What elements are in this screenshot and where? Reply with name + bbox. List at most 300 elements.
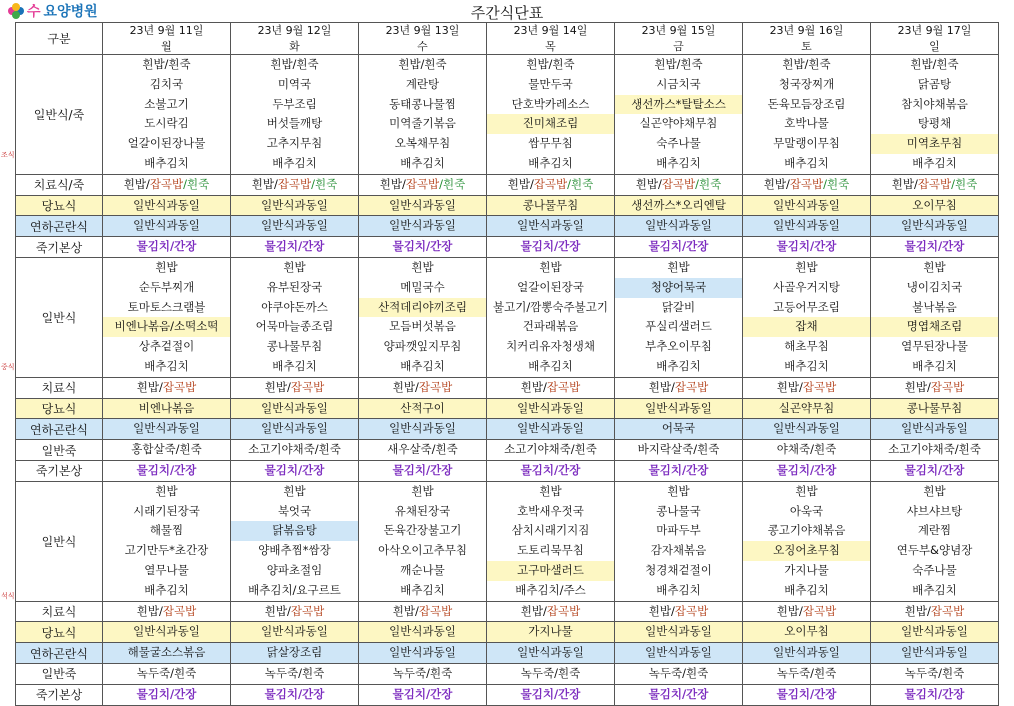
menu-row (0, 643, 999, 664)
menu-item: 야채죽/흰죽 (776, 442, 837, 457)
menu-row (0, 684, 999, 705)
day-date: 23년 9월 17일 (897, 24, 972, 37)
menu-item: 흰밥 (155, 483, 178, 498)
menu-item: 물김치/간장 (904, 239, 965, 254)
day-weekday: 수 (417, 39, 428, 53)
menu-cell (231, 440, 359, 461)
menu-item: 실곤약무침 (778, 400, 835, 415)
menu-item: 소고기야채죽/흰죽 (504, 442, 597, 457)
menu-item: 홍합살죽/흰죽 (131, 442, 202, 457)
menu-cell (871, 419, 999, 440)
menu-cell (103, 440, 231, 461)
menu-item: 잡채 (743, 317, 870, 337)
menu-item: 흰밥/잡곡밥 (392, 379, 453, 394)
menu-cell (871, 684, 999, 705)
menu-item: 해물찜 (149, 523, 184, 538)
day-date: 23년 9월 11일 (129, 24, 204, 37)
menu-item: 녹두죽/흰죽 (520, 665, 581, 680)
menu-item: 일반식과동일 (773, 645, 840, 660)
menu-item: 흰밥/흰죽 (782, 57, 831, 71)
menu-cell (743, 216, 871, 237)
menu-item: 일반식과동일 (517, 400, 584, 415)
menu-item: 생선까스*오리엔탈 (631, 197, 726, 212)
menu-row (0, 257, 999, 377)
menu-cell (103, 481, 231, 601)
menu-item: 도토리묵무침 (517, 543, 584, 558)
menu-cell (871, 601, 999, 622)
row-category: 일반죽 (16, 663, 103, 684)
menu-cell (231, 216, 359, 237)
menu-cell (743, 663, 871, 684)
menu-item: 배추김치 (272, 155, 317, 170)
menu-cell (615, 174, 743, 195)
menu-item: 배추김치 (144, 582, 189, 597)
menu-item: 물김치/간장 (776, 686, 837, 701)
menu-item: 물김치/간장 (136, 686, 197, 701)
menu-item: 불낙볶음 (912, 299, 957, 314)
menu-item: 일반식과동일 (773, 421, 840, 436)
menu-item: 일반식과동일 (133, 421, 200, 436)
row-category: 일반죽 (16, 440, 103, 461)
menu-item: 미역줄기볶음 (389, 116, 456, 131)
menu-item: 흰밥/잡곡밥 (776, 603, 837, 618)
menu-row (0, 601, 999, 622)
menu-cell (743, 643, 871, 664)
menu-cell (359, 377, 487, 398)
menu-item: 녹두죽/흰죽 (392, 665, 453, 680)
menu-cell (743, 622, 871, 643)
menu-item: 배추김치 (912, 358, 957, 373)
menu-cell (615, 622, 743, 643)
menu-item: 일반식과동일 (389, 624, 456, 639)
menu-item: 쌈무무침 (528, 136, 573, 151)
menu-item: 녹두죽/흰죽 (776, 665, 837, 680)
day-date: 23년 9월 14일 (513, 24, 588, 37)
menu-item: 물만두국 (528, 76, 573, 91)
menu-item: 흰밥/잡곡밥 (392, 603, 453, 618)
menu-item: 흰밥 (795, 483, 818, 498)
menu-cell (103, 398, 231, 419)
menu-cell (487, 622, 615, 643)
menu-item: 배추김치 (528, 358, 573, 373)
menu-item: 가지나물 (784, 562, 829, 577)
menu-cell (743, 377, 871, 398)
menu-item: 흰밥 (283, 483, 306, 498)
menu-item: 양파초절임 (266, 562, 323, 577)
menu-item: 진미채조림 (487, 114, 614, 134)
row-category: 치료식/죽 (16, 174, 103, 195)
menu-cell (487, 481, 615, 601)
menu-cell (103, 195, 231, 216)
menu-item: 모듬버섯볶음 (389, 319, 456, 334)
row-category: 치료식 (16, 601, 103, 622)
menu-cell (359, 216, 487, 237)
menu-item: 유부된장국 (266, 279, 323, 294)
menu-cell (615, 440, 743, 461)
menu-cell (359, 398, 487, 419)
menu-item: 비엔나볶음/소떡소떡 (103, 317, 230, 337)
menu-cell (743, 55, 871, 175)
menu-cell (615, 643, 743, 664)
menu-item: 계란찜 (917, 523, 952, 538)
menu-item: 일반식과동일 (901, 421, 968, 436)
menu-item: 고구마샐러드 (487, 561, 614, 581)
menu-item: 흰밥/잡곡밥 (776, 379, 837, 394)
menu-row (0, 377, 999, 398)
menu-item: 계란탕 (405, 76, 440, 91)
menu-cell (743, 684, 871, 705)
menu-cell (615, 460, 743, 481)
menu-item: 배추김치/주스 (515, 582, 586, 597)
menu-item: 녹두죽/흰죽 (904, 665, 965, 680)
menu-cell (871, 195, 999, 216)
logo-text-su: 수 (27, 4, 41, 20)
menu-item: 고등어무조림 (773, 299, 840, 314)
menu-item: 일반식과동일 (133, 197, 200, 212)
menu-item: 부추오이무침 (645, 339, 712, 354)
weekly-menu-table (0, 22, 999, 706)
row-category: 죽기본상 (16, 684, 103, 705)
menu-cell (359, 643, 487, 664)
menu-cell (359, 237, 487, 258)
menu-cell (871, 174, 999, 195)
day-header (487, 23, 615, 55)
menu-cell (231, 684, 359, 705)
menu-item: 소불고기 (144, 96, 189, 111)
menu-row (0, 419, 999, 440)
menu-cell (871, 622, 999, 643)
menu-cell (743, 398, 871, 419)
menu-cell (487, 419, 615, 440)
menu-item: 배추김치 (272, 358, 317, 373)
menu-cell (871, 55, 999, 175)
menu-cell (743, 237, 871, 258)
menu-item: 김치국 (149, 76, 184, 91)
day-weekday: 화 (289, 39, 300, 53)
menu-cell (231, 460, 359, 481)
menu-cell (743, 195, 871, 216)
row-category: 연하곤란식 (16, 419, 103, 440)
meal-label: 석식 (1, 592, 15, 601)
menu-item: 명엽채조림 (871, 317, 998, 337)
menu-item: 얼갈이된장국 (517, 279, 584, 294)
menu-item: 양파깻잎지무침 (383, 339, 462, 354)
menu-item: 해초무침 (784, 339, 829, 354)
menu-cell (615, 663, 743, 684)
menu-item: 물김치/간장 (904, 686, 965, 701)
menu-item: 물김치/간장 (136, 462, 197, 477)
menu-item: 돈육간장불고기 (383, 523, 462, 538)
menu-cell (359, 257, 487, 377)
menu-item: 오이무침 (784, 624, 829, 639)
menu-item: 콩고기야채볶음 (767, 523, 846, 538)
menu-cell (487, 257, 615, 377)
logo-text-hospital: 요양병원 (43, 4, 98, 20)
menu-item: 어묵마늘종조림 (255, 319, 334, 334)
menu-row (0, 55, 999, 175)
row-category: 일반식 (16, 481, 103, 601)
menu-item: 일반식과동일 (261, 218, 328, 233)
meal-side-marker (0, 481, 16, 705)
menu-cell (359, 174, 487, 195)
menu-item: 흰밥/잡곡밥/흰죽 (507, 176, 594, 191)
menu-cell (487, 216, 615, 237)
menu-item: 흰밥 (411, 483, 434, 498)
menu-item: 물김치/간장 (264, 462, 325, 477)
menu-item: 일반식과동일 (901, 624, 968, 639)
menu-item: 배추김치 (400, 582, 445, 597)
menu-cell (103, 257, 231, 377)
menu-item: 가지나물 (528, 624, 573, 639)
menu-item: 일반식과동일 (901, 218, 968, 233)
menu-cell (615, 237, 743, 258)
menu-item: 호박새우젓국 (517, 503, 584, 518)
menu-item: 냉이김치국 (906, 279, 963, 294)
menu-row (0, 237, 999, 258)
day-header (231, 23, 359, 55)
menu-item: 물김치/간장 (904, 462, 965, 477)
menu-item: 배추김치 (656, 582, 701, 597)
menu-cell (743, 481, 871, 601)
day-header (103, 23, 231, 55)
menu-item: 생선까스*탈탈소스 (615, 95, 742, 115)
menu-item: 배추김치/요구르트 (248, 582, 341, 597)
row-category: 당뇨식 (16, 398, 103, 419)
menu-item: 삼치시래기지짐 (511, 523, 590, 538)
header-row (0, 23, 999, 55)
menu-item: 일반식과동일 (389, 218, 456, 233)
menu-item: 물김치/간장 (776, 239, 837, 254)
menu-item: 흰밥 (539, 483, 562, 498)
menu-cell (871, 460, 999, 481)
day-date: 23년 9월 15일 (641, 24, 716, 37)
menu-item: 배추김치 (784, 358, 829, 373)
menu-item: 흰밥/흰죽 (910, 57, 959, 71)
menu-item: 흰밥 (539, 259, 562, 274)
menu-item: 어묵국 (661, 421, 696, 436)
menu-item: 흰밥/잡곡밥/흰죽 (763, 176, 850, 191)
menu-item: 산적구이 (400, 400, 445, 415)
menu-item: 일반식과동일 (645, 624, 712, 639)
menu-cell (615, 257, 743, 377)
menu-item: 일반식과동일 (133, 624, 200, 639)
menu-item: 샤브샤브탕 (906, 503, 963, 518)
meal-label: 조식 (1, 150, 15, 159)
menu-cell (231, 377, 359, 398)
menu-cell (743, 460, 871, 481)
menu-item: 흰밥/잡곡밥 (904, 379, 965, 394)
menu-cell (487, 460, 615, 481)
menu-item: 일반식과동일 (773, 218, 840, 233)
menu-item: 배추김치 (784, 155, 829, 170)
menu-item: 콩나물무침 (266, 339, 323, 354)
menu-item: 흰밥/흰죽 (654, 57, 703, 71)
menu-item: 흰밥 (411, 259, 434, 274)
menu-item: 흰밥/흰죽 (526, 57, 575, 71)
day-date: 23년 9월 13일 (385, 24, 460, 37)
page-header (0, 0, 1014, 22)
menu-item: 아욱국 (789, 503, 824, 518)
menu-item: 배추김치 (784, 582, 829, 597)
menu-row (0, 663, 999, 684)
menu-item: 새우살죽/흰죽 (387, 442, 458, 457)
menu-item: 흰밥/잡곡밥 (648, 603, 709, 618)
menu-cell (231, 257, 359, 377)
menu-cell (231, 237, 359, 258)
menu-cell (615, 195, 743, 216)
menu-item: 호박나물 (784, 116, 829, 131)
side-gutter (0, 23, 16, 55)
menu-cell (871, 398, 999, 419)
menu-cell (103, 622, 231, 643)
menu-item: 일반식과동일 (517, 645, 584, 660)
menu-item: 오징어초무침 (743, 541, 870, 561)
menu-cell (487, 237, 615, 258)
menu-item: 고기만두*초간장 (124, 543, 209, 558)
menu-cell (103, 377, 231, 398)
menu-item: 일반식과동일 (773, 197, 840, 212)
menu-item: 토마토스크램블 (127, 299, 206, 314)
menu-row (0, 398, 999, 419)
menu-item: 소고기야채죽/흰죽 (888, 442, 981, 457)
menu-cell (871, 440, 999, 461)
menu-item: 배추김치 (912, 155, 957, 170)
menu-cell (743, 440, 871, 461)
row-category: 연하곤란식 (16, 643, 103, 664)
menu-item: 흰밥/흰죽 (398, 57, 447, 71)
menu-item: 물김치/간장 (648, 686, 709, 701)
menu-item: 탕평채 (917, 116, 952, 131)
menu-item: 숙주나물 (656, 136, 701, 151)
menu-cell (615, 216, 743, 237)
menu-item: 아삭오이고추무침 (378, 543, 467, 558)
menu-item: 흰밥/흰죽 (142, 57, 191, 71)
menu-item: 일반식과동일 (645, 218, 712, 233)
menu-item: 일반식과동일 (517, 218, 584, 233)
day-weekday: 목 (545, 39, 556, 53)
menu-item: 일반식과동일 (645, 400, 712, 415)
menu-item: 흰밥 (923, 483, 946, 498)
menu-item: 고추지무침 (266, 136, 323, 151)
row-category: 일반식 (16, 257, 103, 377)
menu-cell (487, 398, 615, 419)
menu-cell (615, 601, 743, 622)
menu-item: 흰밥/잡곡밥/흰죽 (635, 176, 722, 191)
menu-item: 닭볶음탕 (231, 521, 358, 541)
row-category: 연하곤란식 (16, 216, 103, 237)
menu-item: 물김치/간장 (520, 686, 581, 701)
menu-cell (615, 419, 743, 440)
menu-cell (871, 257, 999, 377)
menu-item: 배추김치 (144, 155, 189, 170)
menu-cell (103, 55, 231, 175)
menu-cell (615, 481, 743, 601)
menu-item: 배추김치 (528, 155, 573, 170)
menu-row (0, 622, 999, 643)
menu-item: 콩나물무침 (522, 197, 579, 212)
menu-item: 배추김치 (144, 358, 189, 373)
menu-cell (615, 377, 743, 398)
menu-cell (487, 643, 615, 664)
menu-item: 산적데리야끼조림 (359, 298, 486, 318)
menu-cell (103, 460, 231, 481)
menu-item: 물김치/간장 (264, 686, 325, 701)
menu-item: 감자채볶음 (650, 543, 707, 558)
row-category: 당뇨식 (16, 195, 103, 216)
menu-item: 돈육모듬장조림 (767, 96, 846, 111)
menu-item: 물김치/간장 (392, 239, 453, 254)
menu-item: 참치야채볶음 (901, 96, 968, 111)
menu-cell (231, 601, 359, 622)
menu-item: 메밀국수 (400, 279, 445, 294)
menu-cell (743, 174, 871, 195)
menu-cell (487, 195, 615, 216)
menu-cell (231, 643, 359, 664)
menu-cell (103, 601, 231, 622)
menu-item: 얼갈이된장나물 (127, 136, 206, 151)
day-weekday: 금 (673, 39, 684, 53)
menu-item: 녹두죽/흰죽 (648, 665, 709, 680)
day-weekday: 월 (161, 39, 172, 53)
menu-item: 흰밥 (155, 259, 178, 274)
menu-item: 흰밥/잡곡밥 (648, 379, 709, 394)
menu-item: 배추김치 (912, 582, 957, 597)
day-weekday: 일 (929, 39, 940, 53)
menu-cell (359, 481, 487, 601)
menu-item: 일반식과동일 (133, 218, 200, 233)
menu-item: 바지락살죽/흰죽 (637, 442, 720, 457)
menu-item: 일반식과동일 (261, 624, 328, 639)
menu-cell (487, 377, 615, 398)
menu-item: 흰밥 (667, 483, 690, 498)
menu-item: 배추김치 (656, 155, 701, 170)
menu-item: 건파래볶음 (522, 319, 579, 334)
menu-item: 열무된장나물 (901, 339, 968, 354)
menu-item: 물김치/간장 (136, 239, 197, 254)
menu-cell (103, 216, 231, 237)
menu-item: 물김치/간장 (648, 462, 709, 477)
menu-row (0, 481, 999, 601)
menu-item: 흰밥 (667, 259, 690, 274)
menu-item: 연두부&양념장 (896, 543, 973, 558)
menu-item: 닭곰탕 (917, 76, 952, 91)
day-weekday: 토 (801, 39, 812, 53)
menu-cell (871, 237, 999, 258)
menu-item: 도시락김 (144, 116, 189, 131)
menu-cell (743, 257, 871, 377)
menu-item: 닭갈비 (661, 299, 696, 314)
menu-item: 녹두죽/흰죽 (264, 665, 325, 680)
menu-item: 시래기된장국 (133, 503, 200, 518)
menu-cell (103, 174, 231, 195)
menu-cell (359, 419, 487, 440)
menu-cell (359, 55, 487, 175)
menu-cell (359, 684, 487, 705)
menu-item: 흰밥/잡곡밥/흰죽 (891, 176, 978, 191)
menu-item: 배추김치 (400, 155, 445, 170)
menu-item: 흰밥/잡곡밥 (904, 603, 965, 618)
menu-item: 흰밥/잡곡밥 (264, 603, 325, 618)
menu-cell (743, 601, 871, 622)
menu-item: 물김치/간장 (520, 462, 581, 477)
menu-row (0, 440, 999, 461)
menu-item: 청국장찌개 (778, 76, 835, 91)
menu-row (0, 460, 999, 481)
menu-item: 북엇국 (277, 503, 312, 518)
menu-item: 흰밥 (283, 259, 306, 274)
menu-item: 물김치/간장 (776, 462, 837, 477)
menu-item: 해물굴소스볶음 (127, 645, 206, 660)
